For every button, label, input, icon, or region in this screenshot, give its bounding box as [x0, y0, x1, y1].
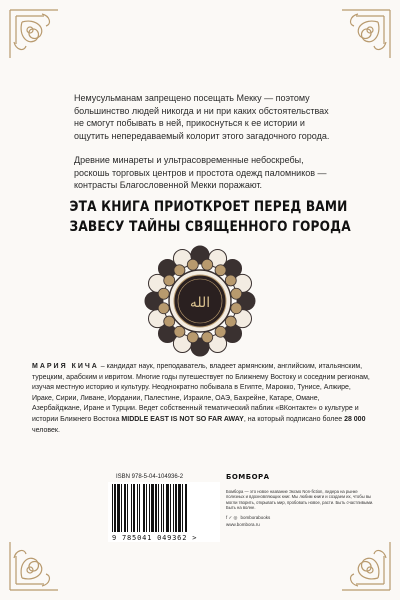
medallion-inner-petal: [202, 332, 213, 343]
headline: [50, 197, 350, 237]
barcode-bar: [182, 484, 183, 532]
website-link[interactable]: www.bombora.ru: [226, 521, 260, 527]
barcode-bar: [114, 484, 116, 532]
barcode-bar: [124, 484, 126, 532]
barcode-bar: [178, 484, 181, 532]
barcode-bar: [117, 484, 120, 532]
barcode-bar: [146, 484, 147, 532]
medallion-inner-petal: [158, 303, 169, 314]
publisher-blurb: Бомбора — это новое название Эксмо Non-fiction, лидера на рынке полезных и вдохновляющих книг. Мы любим книги и создаем их, чтобы вы могли творить, открывать мир, пробовать новое, расти. Быть счастливыми. Быть на волне.: [226, 489, 374, 511]
corner-ornament-icon: [6, 514, 86, 594]
barcode-bar: [137, 484, 138, 532]
medallion-inner-petal: [158, 288, 169, 299]
social-links[interactable]: [226, 515, 376, 521]
medallion-inner-petal: [231, 288, 242, 299]
corner-ornament-icon: [314, 6, 394, 86]
author-name: МАРИЯ КИЧА: [32, 363, 99, 370]
subscriber-count: 28 000: [344, 415, 366, 423]
barcode-bar: [185, 484, 187, 532]
bio-text-1: – кандидат наук, преподаватель, владеет армянским, английским, итальянским, турецким, арабским и ивритом. Многие годы путешествует по Ближнему Востоку и соседним регионам, изучая местную историю и культуру. Неоднократно побывала в Египте, Марокко, Тунисе, Алжире, Ираке, Сирии, Ливане, Иордании, Палестине, Израиле, ОАЭ, Бахрейне, Катаре, Омане, Азербайджане, Иране и Турции. Ведет собственный тематический паблик «ВКонтакте» о культуре и истории Ближнего Востока: [32, 363, 370, 423]
barcode-bar: [151, 484, 154, 532]
barcode-bar: [131, 484, 132, 532]
social-icons[interactable]: f ✓ ◎: [226, 514, 238, 520]
medallion-inner-petal: [202, 259, 213, 270]
barcode-bar: [139, 484, 140, 532]
barcode-digits: 9 785041 049362 >: [112, 534, 198, 542]
medallion-inner-petal: [187, 332, 198, 343]
barcode-bar: [158, 484, 159, 532]
barcode-bar: [175, 484, 177, 532]
barcode-bar: [155, 484, 157, 532]
barcode-bar: [161, 484, 162, 532]
headline-line-2: ЗАВЕСУ ТАЙНЫ СВЯЩЕННОГО ГОРОДА: [69, 219, 351, 235]
barcode-bar: [170, 484, 171, 532]
barcode-bar: [149, 484, 150, 532]
barcode-bar: [121, 484, 122, 532]
publisher-block: [226, 473, 376, 527]
social-handle[interactable]: bomborabooks: [240, 515, 271, 521]
author-bio: [32, 362, 370, 436]
medallion-inner-petal: [231, 303, 242, 314]
intro-paragraph-2: Древние минареты и ультрасовременные небоскребы, роскошь торговых центров и простота одежд паломников — контрасты Благословенной Мекки поражают.: [74, 155, 327, 190]
bio-text-3: человек.: [32, 426, 60, 434]
allah-calligraphy: الله: [189, 295, 211, 311]
corner-ornament-icon: [6, 6, 86, 86]
bio-text-2: , на который подписано более: [243, 415, 345, 423]
barcode: [108, 482, 220, 542]
isbn-label: ISBN 978-5-04-104936-2: [116, 474, 184, 480]
public-page-name: MIDDLE EAST IS NOT SO FAR AWAY: [121, 415, 244, 423]
medallion-inner-petal: [187, 259, 198, 270]
intro-paragraph: Немусульманам запрещено посещать Мекку — поэтому большинство людей никогда и ни при каких обстоятельствах не смогут побывать в ней, прикоснуться к ее истории и ощутить непередаваемый колорит этого загадочного города.: [74, 93, 330, 141]
publisher-logo: БОМБОРА: [226, 473, 270, 481]
barcode-bar: [127, 484, 128, 532]
barcode-bar: [163, 484, 164, 532]
calligraphy-medallion: [140, 241, 260, 361]
headline-line-1: ЭТА КНИГА ПРИОТКРОЕТ ПЕРЕД ВАМИ: [69, 199, 348, 215]
barcode-bar: [143, 484, 145, 532]
barcode-bar: [173, 484, 174, 532]
barcode-bar: [166, 484, 169, 532]
barcode-bar: [133, 484, 135, 532]
barcode-bar: [112, 484, 113, 532]
